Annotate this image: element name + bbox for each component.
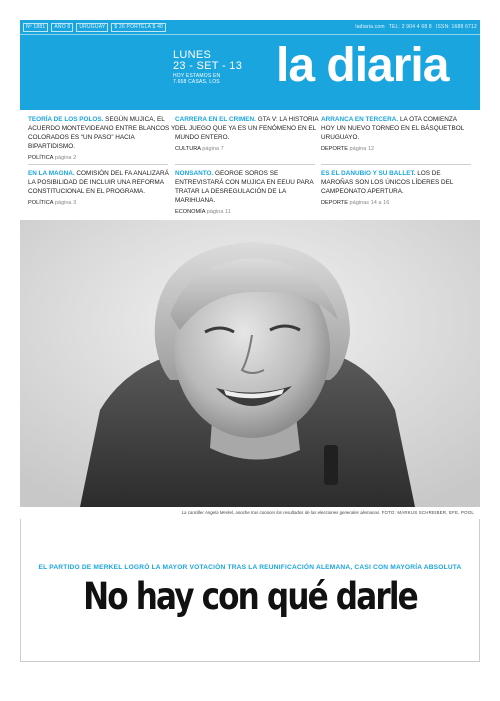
teaser-section: DEPORTE [321, 200, 348, 206]
weekday: LUNES [173, 49, 212, 61]
teaser-text: LOS DE MAROÑAS SON LOS ÚNICOS LÍDERES DEL CAMPEONATO APERTURA. [321, 170, 454, 195]
teaser-page: páginas 14 a 16 [347, 200, 390, 206]
teaser-page: página 11 [205, 209, 231, 215]
photo-credit: FOTO: MARKUS SCHREIBER, EFE, POOL [381, 510, 474, 515]
teaser-section: ECONOMÍA [175, 209, 206, 215]
teaser-text: GTA V: LA HISTORIA DEL JUEGO QUE YA ES UN FENÓMENO EN EL MUNDO ENTERO. [175, 116, 319, 141]
lead-headline[interactable]: No hay con qué darle [83, 575, 417, 618]
circulation-note-line2: 7.658 CASAS, LOS [173, 79, 220, 85]
teaser-kicker: EN LA MAGNA. [28, 170, 75, 177]
newspaper-logo: la diaria [276, 39, 449, 92]
teaser-item[interactable] [28, 115, 176, 163]
teaser-page: página 12 [347, 146, 375, 152]
teaser-item[interactable] [28, 169, 176, 208]
teaser-text: COMISIÓN DEL FA ANALIZARÁ LA POSIBILIDAD DE INCLUIR UNA REFORMA CONSTITUCIONAL EN EL PROGRAMA. [28, 170, 169, 195]
masthead-top-strip [20, 20, 480, 34]
date-block [173, 50, 263, 85]
teaser-divider [321, 164, 471, 165]
teaser-section: POLÍTICA [28, 155, 54, 161]
teaser-text: GEORGE SOROS SE ENTREVISTARÁ CON MUJICA EN EEUU PARA TRATAR LA DESREGULACIÓN DE LA MARIHUANA. [175, 170, 314, 204]
lead-story[interactable] [20, 519, 480, 662]
teaser-page: página 2 [53, 155, 77, 161]
teaser-kicker: ES EL DANUBIO Y SU BALLET. [321, 170, 416, 177]
website: ladiaria.com [355, 24, 385, 30]
photo-caption [20, 507, 480, 519]
teaser-kicker: TEORÍA DE LOS POLOS. [28, 116, 104, 123]
teaser-divider [28, 164, 168, 165]
issn: ISSN: 1688 6712 [435, 24, 477, 30]
teaser-page: página 7 [200, 146, 224, 152]
year-number: AÑO 8 [51, 23, 73, 32]
masthead [20, 20, 480, 110]
teaser-item[interactable] [321, 169, 469, 208]
masthead-divider [20, 34, 480, 35]
teaser-item[interactable] [175, 169, 323, 217]
issue-number: Nº 1881 [23, 23, 48, 32]
phone: TEL: 2 904 4 68 8 [388, 24, 432, 30]
teaser-kicker: ARRANCA EN TERCERA. [321, 116, 399, 123]
teaser-text: SEGÚN MUJICA, EL ACUERDO MONTEVIDEANO ENTRE BLANCOS Y COLORADOS ES “UN PASO” HACIA BIPARTIDISMO. [28, 116, 176, 150]
teaser-grid [20, 115, 480, 215]
price: $ 26 PORTELA $ 40 [111, 23, 166, 32]
teaser-section: DEPORTE [321, 146, 348, 152]
issue-date: 23 - SET - 13 [173, 60, 243, 72]
teaser-kicker: CARRERA EN EL CRIMEN. [175, 116, 256, 123]
country: URUGUAY [76, 23, 108, 32]
teaser-divider [175, 164, 315, 165]
teaser-page: página 3 [53, 200, 77, 206]
lead-photo[interactable] [20, 220, 480, 507]
merkel-photo-illustration [20, 220, 480, 507]
lead-pretitle: EL PARTIDO DE MERKEL LOGRÓ LA MAYOR VOTACIÓN TRAS LA REUNIFICACIÓN ALEMANA, CASI CON MAYORÍA ABSOLUTA [38, 564, 462, 571]
caption-text: La canciller Angela Merkel, anoche tras conocer los resultados de las elecciones generales alemanas. [181, 510, 381, 515]
teaser-kicker: NONSANTO. [175, 170, 214, 177]
teaser-section: CULTURA [175, 146, 201, 152]
circulation-note-line1: HOY ESTAMOS EN [173, 73, 221, 79]
teaser-text: LA OTA COMIENZA HOY UN NUEVO TORNEO EN EL BÁSQUETBOL URUGUAYO. [321, 116, 464, 141]
teaser-item[interactable] [175, 115, 323, 154]
teaser-item[interactable] [321, 115, 469, 154]
teaser-section: POLÍTICA [28, 200, 54, 206]
